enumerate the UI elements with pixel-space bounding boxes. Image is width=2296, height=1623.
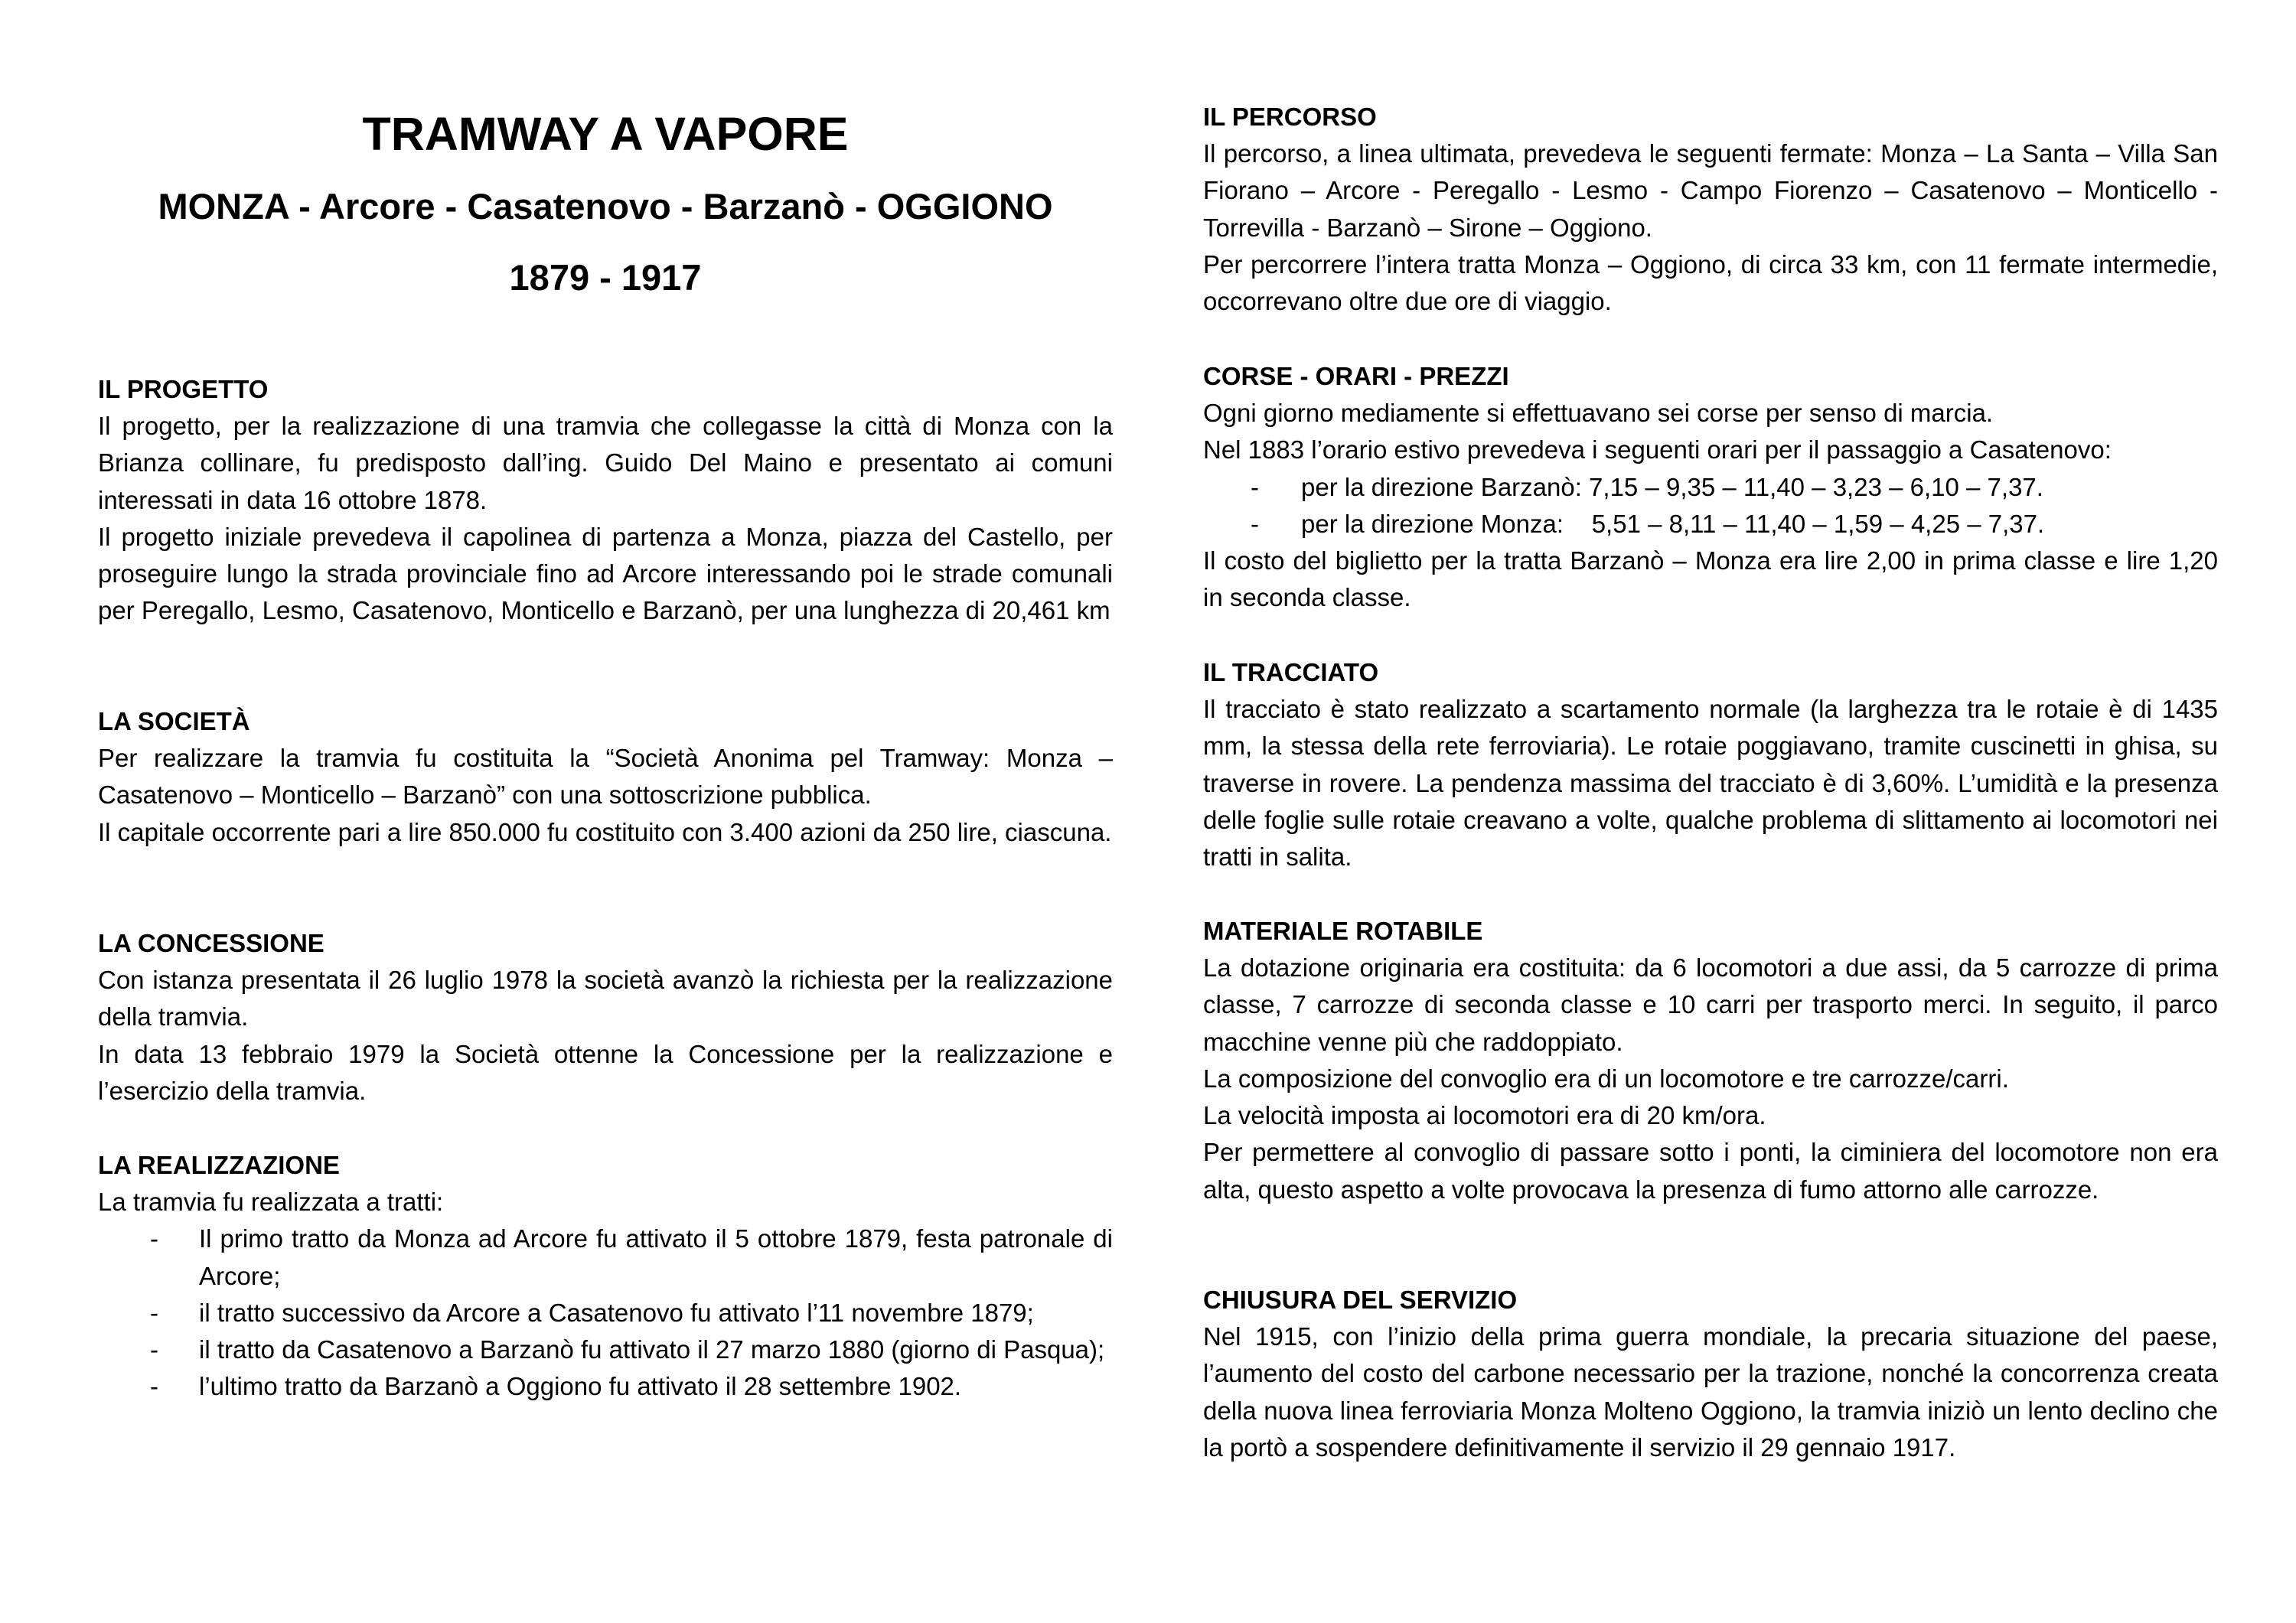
- list-item-text: il tratto successivo da Arcore a Casatenovo fu attivato l’11 novembre 1879;: [199, 1298, 1034, 1327]
- list-item-text: Il primo tratto da Monza ad Arcore fu attivato il 5 ottobre 1879, festa patronale di Arcore;: [199, 1224, 1113, 1290]
- section-tracciato: [1203, 654, 2218, 875]
- section-heading: IL PROGETTO: [98, 375, 269, 403]
- paragraph: In data 13 febbraio 1979 la Società ottenne la Concessione per la realizzazione e l’esercizio della tramvia.: [98, 1039, 1113, 1105]
- paragraph: Il costo del biglietto per la tratta Barzanò – Monza era lire 2,00 in prima classe e lire 1,20 in seconda classe.: [1203, 546, 2218, 612]
- paragraph: Il progetto iniziale prevedeva il capolinea di partenza a Monza, piazza del Castello, per proseguire lungo la strada provinciale fino ad Arcore interessando poi le strade comunali per Peregallo, Lesmo, Casatenovo, Monticello e Barzanò, per una lunghezza di 20,461 km: [98, 522, 1113, 625]
- section-heading: CORSE - ORARI - PREZZI: [1203, 362, 1509, 390]
- paragraph: Nel 1883 l’orario estivo prevedeva i seguenti orari per il passaggio a Casatenovo:: [1203, 435, 2112, 464]
- paragraph: Per percorrere l’intera tratta Monza – Oggiono, di circa 33 km, con 11 fermate intermedie, occorrevano oltre due ore di viaggio.: [1203, 249, 2218, 316]
- paragraph: Per permettere al convoglio di passare sotto i ponti, la ciminiera del locomotore non era alta, questo aspetto a volte provocava la presenza di fumo attorno alle carrozze.: [1203, 1138, 2218, 1204]
- paragraph: Il tracciato è stato realizzato a scartamento normale (la larghezza tra le rotaie è di 1435 mm, la stessa della rete ferroviaria). Le rotaie poggiavano, tramite cuscinetti in ghisa, su traverse in rovere. La pendenza massima del tracciato è di 3,60%. L’umidità e la presenza delle foglie sulle rotaie creavano a volte, qualche problema di slittamento ai locomotori nei tratti in salita.: [1203, 695, 2218, 872]
- bullet-dash: -: [1251, 509, 1259, 538]
- section-heading: IL TRACCIATO: [1203, 658, 1379, 686]
- section-chiusura: [1203, 1282, 2218, 1466]
- section-heading: CHIUSURA DEL SERVIZIO: [1203, 1286, 1518, 1314]
- section-heading: LA SOCIETÀ: [98, 707, 250, 735]
- list-item-text: il tratto da Casatenovo a Barzanò fu attivato il 27 marzo 1880 (giorno di Pasqua);: [199, 1335, 1105, 1364]
- paragraph: Il percorso, a linea ultimata, prevedeva le seguenti fermate: Monza – La Santa – Villa San Fiorano – Arcore - Peregallo - Lesmo - Campo Fiorenzo – Casatenovo – Monticello - Torrevilla - Barzanò – Sirone – Oggiono.: [1203, 139, 2218, 242]
- section-heading: LA REALIZZAZIONE: [98, 1151, 340, 1179]
- paragraph: La velocità imposta ai locomotori era di 20 km/ora.: [1203, 1101, 1766, 1130]
- section-concessione: [98, 925, 1113, 1110]
- section-heading: MATERIALE ROTABILE: [1203, 917, 1483, 945]
- bullet-dash: -: [150, 1335, 158, 1364]
- list-item-text: per la direzione Barzanò: 7,15 – 9,35 – 11,40 – 3,23 – 6,10 – 7,37.: [1301, 472, 2043, 501]
- list-item: [98, 1295, 1113, 1331]
- bullet-dash: -: [150, 1372, 158, 1401]
- section-heading: IL PERCORSO: [1203, 103, 1377, 131]
- document-subtitle: MONZA - Arcore - Casatenovo - Barzanò - OGGIONO: [158, 186, 1053, 227]
- paragraph: La composizione del convoglio era di un locomotore e tre carrozze/carri.: [1203, 1064, 2009, 1093]
- paragraph: Nel 1915, con l’inizio della prima guerra mondiale, la precaria situazione del paese, l’aumento del costo del carbone necessario per la trazione, nonché la concorrenza creata della nuova linea ferroviaria Monza Molteno Oggiono, la tramvia iniziò un lento declino che la portò a sospendere definitivamente il servizio il 29 gennaio 1917.: [1203, 1322, 2218, 1462]
- document-title: TRAMWAY A VAPORE: [362, 108, 849, 160]
- bullet-dash: -: [150, 1298, 158, 1327]
- section-materiale: [1203, 913, 2218, 1208]
- paragraph: Il progetto, per la realizzazione di una tramvia che collegasse la città di Monza con la Brianza collinare, fu predisposto dall’ing. Guido Del Maino e presentato ai comuni interessati in data 16 ottobre 1878.: [98, 412, 1113, 514]
- bullet-dash: -: [1251, 472, 1259, 501]
- section-societa: [98, 703, 1113, 851]
- section-percorso: [1203, 99, 2218, 320]
- section-realizzazione: [98, 1147, 1113, 1406]
- paragraph: La dotazione originaria era costituita: da 6 locomotori a due assi, da 5 carrozze di prima classe, 7 carrozze di seconda classe e 10 carri per trasporto merci. In seguito, il parco macchine venne più che raddoppiato.: [1203, 953, 2218, 1056]
- list-item: [98, 1331, 1113, 1368]
- bullet-dash: -: [150, 1224, 158, 1253]
- section-progetto: [98, 371, 1113, 630]
- paragraph: Per realizzare la tramvia fu costituita la “Società Anonima pel Tramway: Monza – Casatenovo – Monticello – Barzanò” con una sottoscrizione pubblica.: [98, 744, 1113, 810]
- section-corse: [1203, 358, 2218, 617]
- paragraph: Ogni giorno mediamente si effettuavano sei corse per senso di marcia.: [1203, 399, 1994, 427]
- list-item: [98, 1221, 1113, 1295]
- section-heading: LA CONCESSIONE: [98, 929, 325, 957]
- list-item-text: per la direzione Monza: 5,51 – 8,11 – 11,40 – 1,59 – 4,25 – 7,37.: [1301, 509, 2045, 538]
- list-item-text: l’ultimo tratto da Barzanò a Oggiono fu attivato il 28 settembre 1902.: [199, 1372, 962, 1401]
- paragraph: Con istanza presentata il 26 luglio 1978 la società avanzò la richiesta per la realizzazione della tramvia.: [98, 966, 1113, 1031]
- paragraph: La tramvia fu realizzata a tratti:: [98, 1188, 444, 1216]
- document-years: 1879 - 1917: [509, 257, 702, 298]
- list-item: [98, 1368, 1113, 1405]
- paragraph: Il capitale occorrente pari a lire 850.000 fu costituito con 3.400 azioni da 250 lire, ciascuna.: [98, 817, 1112, 846]
- list-item: [1203, 506, 2218, 543]
- list-item: [1203, 469, 2218, 506]
